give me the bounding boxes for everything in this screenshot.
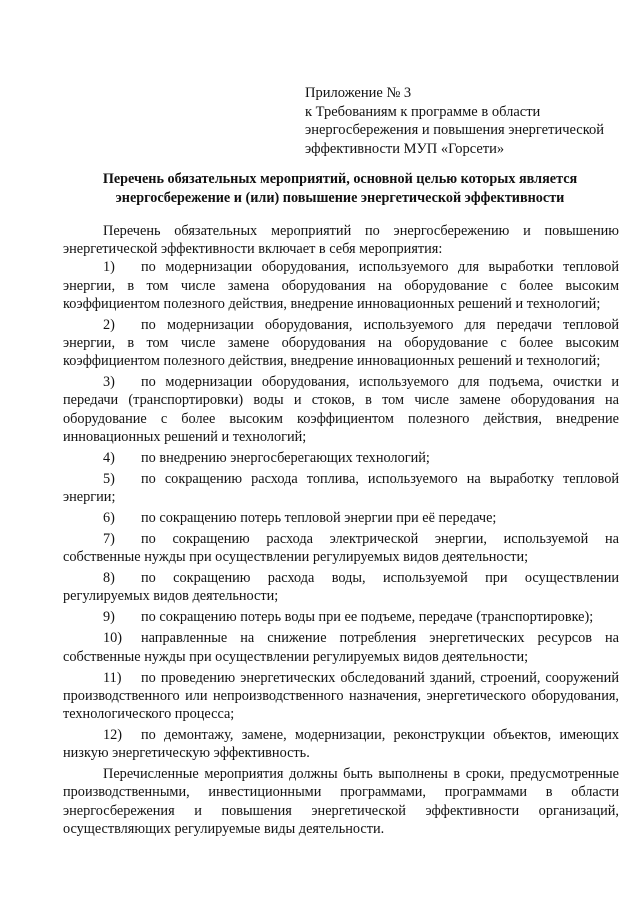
list-item-number: 2) [103, 316, 115, 333]
document-title [60, 170, 620, 207]
appendix-line: эффективности МУП «Горсети» [305, 140, 505, 157]
list-item-text: по демонтажу, замене, модернизации, реконструкции объектов, имеющих низкую энергетическую эффективность. [63, 727, 619, 762]
list-item [63, 629, 619, 665]
list-item-number: 12) [103, 727, 123, 744]
list-item-text: по внедрению энергосберегающих технологий; [141, 449, 430, 466]
title-line: энергосбережение и (или) повышение энергетической эффективности [115, 189, 565, 206]
list-item-text: по сокращению расхода электрической энергии, используемой на собственные нужды при осуществлении регулируемых видов деятельности; [63, 531, 619, 566]
list-item [63, 608, 619, 626]
document-body [63, 222, 619, 838]
list-item-number: 5) [103, 470, 115, 487]
appendix-line: энергосбережения и повышения энергетической [305, 122, 605, 138]
intro-paragraph: Перечень обязательных мероприятий по энергосбережению и повышению энергетической эффективности включает в себя мероприятия: [63, 223, 619, 258]
list-item-text: по модернизации оборудования, используемого для подъема, очистки и передачи (транспортировки) воды и стоков, в том числе замене оборудования на оборудование с более высоким коэффициентом полезного действия, внедрение инновационных решений и технологий; [63, 374, 619, 445]
list-item-number: 3) [103, 374, 115, 391]
list-item-text: по модернизации оборудования, используемого для передачи тепловой энергии, в том числе замене оборудования на оборудование с более высоким коэффициентом полезного действия, внедрение инновационных решений и технологий; [63, 316, 619, 370]
list-item [63, 726, 619, 762]
list-item-text: по модернизации оборудования, используемого для выработки тепловой энергии, в том числе замена оборудования на оборудование с более высоким коэффициентом полезного действия, внедрение инновационных решений и технологий; [63, 259, 619, 312]
list-item-number: 4) [103, 449, 115, 466]
list-item-number: 1) [103, 259, 115, 276]
list-item-number: 7) [103, 531, 115, 548]
appendix-line: Приложение № 3 [305, 85, 412, 101]
appendix-line: к Требованиям к программе в области [305, 103, 541, 120]
list-item [63, 316, 619, 371]
list-item-number: 11) [103, 669, 122, 686]
list-item-number: 6) [103, 510, 115, 527]
list-item-number: 9) [103, 609, 115, 626]
list-item [63, 509, 619, 527]
list-item-text: по проведению энергетических обследований зданий, строений, сооружений производственного или непроизводственного назначения, энергетического оборудования, технологического процесса; [63, 669, 619, 723]
final-paragraph: Перечисленные мероприятия должны быть выполнены в сроки, предусмотренные производственными, инвестиционными программами, программами в области энергосбережения и повышения энергетической эффективности организаций, осуществляющих регулируемые виды деятельности. [63, 766, 619, 837]
list-item [63, 530, 619, 566]
list-item-text: по сокращению потерь тепловой энергии при её передаче; [141, 510, 497, 527]
appendix-header [305, 84, 625, 158]
title-line: Перечень обязательных мероприятий, основной целью которых является [102, 171, 578, 187]
list-item-text: по сокращению расхода воды, используемой при осуществлении регулируемых видов деятельности; [63, 570, 619, 605]
list-item-number: 10) [103, 630, 123, 647]
list-item [63, 373, 619, 446]
list-item [63, 569, 619, 605]
list-item-text: по сокращению расхода топлива, используемого на выработку тепловой энергии; [63, 470, 619, 506]
list-item [63, 470, 619, 506]
list-item [63, 669, 619, 724]
list-item [63, 258, 619, 313]
list-item [63, 449, 619, 467]
list-item-number: 8) [103, 570, 115, 587]
list-item-text: направленные на снижение потребления энергетических ресурсов на собственные нужды при осуществлении регулируемых видов деятельности; [63, 630, 619, 665]
list-item-text: по сокращению потерь воды при ее подъеме, передаче (транспортировке); [141, 609, 594, 626]
